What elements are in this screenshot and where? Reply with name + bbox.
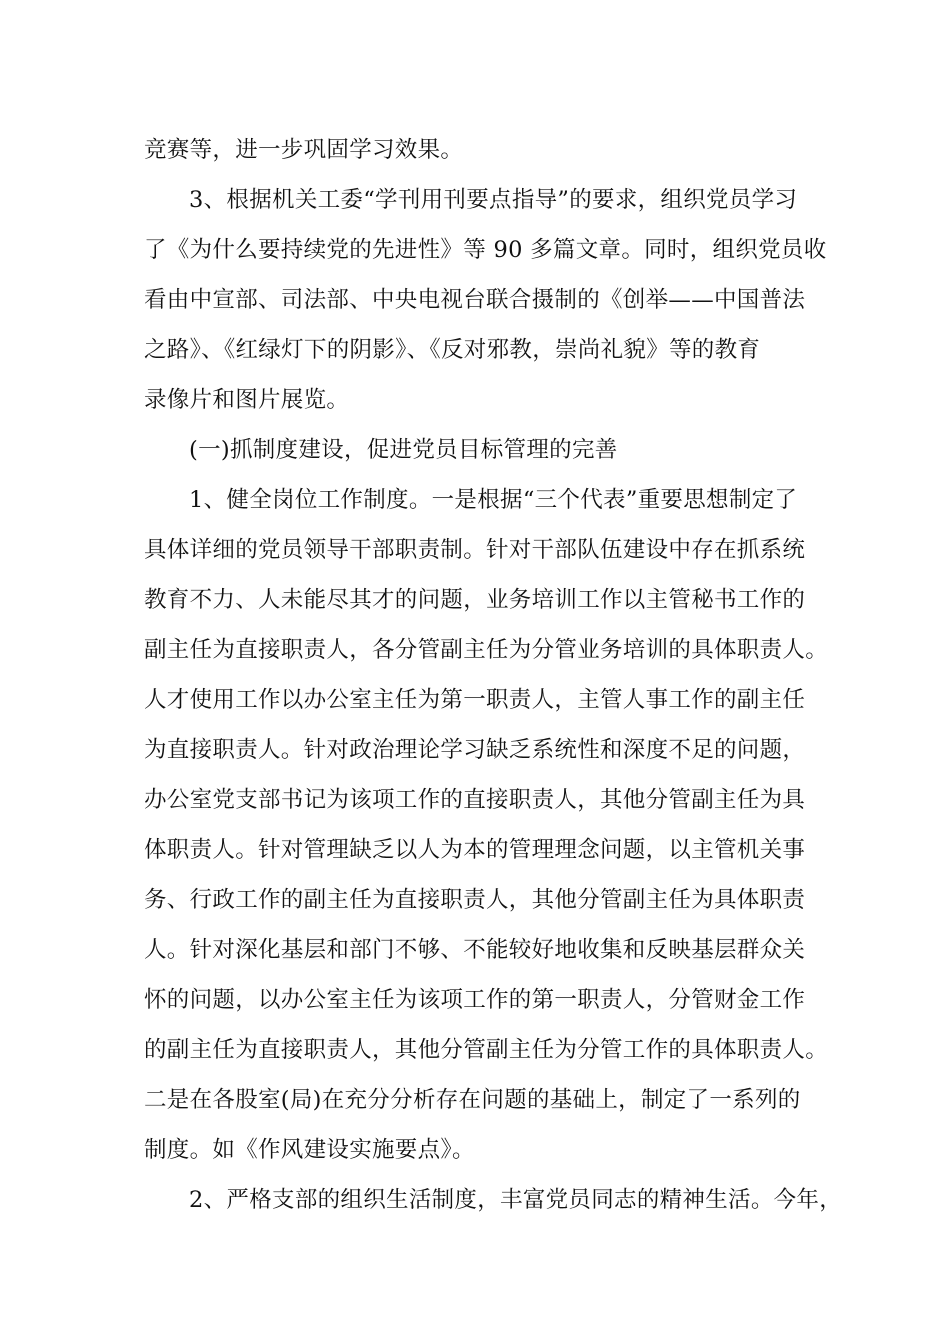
text-line: 制度。如《作风建设实施要点》。 [144, 1137, 475, 1163]
text-line: 了《为什么要持续党的先进性》等 90 多篇文章。同时，组织党员收 [144, 237, 827, 263]
text-line: 体职责人。针对管理缺乏以人为本的管理理念问题，以主管机关事 [144, 837, 806, 863]
text-line: 2、严格支部的组织生活制度，丰富党员同志的精神生活。今年， [189, 1187, 843, 1213]
text-line: 的副主任为直接职责人，其他分管副主任为分管工作的具体职责人。 [144, 1037, 829, 1063]
text-line: 为直接职责人。针对政治理论学习缺乏系统性和深度不足的问题， [144, 737, 806, 763]
text-line: 办公室党支部书记为该项工作的直接职责人，其他分管副主任为具 [144, 787, 806, 813]
text-line: 务、行政工作的副主任为直接职责人，其他分管副主任为具体职责 [144, 887, 806, 913]
text-line: 人。针对深化基层和部门不够、不能较好地收集和反映基层群众关 [144, 937, 806, 963]
section-heading: (一)抓制度建设，促进党员目标管理的完善 [189, 437, 618, 463]
text-line: 之路》、《红绿灯下的阴影》、《反对邪教，崇尚礼貌》等的教育 [144, 337, 761, 363]
text-line: 看由中宣部、司法部、中央电视台联合摄制的《创举——中国普法 [144, 287, 806, 313]
text-line: 录像片和图片展览。 [144, 387, 350, 413]
text-line: 竞赛等，进一步巩固学习效果。 [144, 137, 464, 163]
text-line: 人才使用工作以办公室主任为第一职责人，主管人事工作的副主任 [144, 687, 806, 713]
text-line: 具体详细的党员领导干部职责制。针对干部队伍建设中存在抓系统 [144, 537, 806, 563]
text-line: 二是在各股室(局)在充分分析存在问题的基础上，制定了一系列的 [144, 1087, 801, 1113]
text-line: 3、根据机关工委“学刊用刊要点指导”的要求，组织党员学习 [189, 187, 798, 213]
text-line: 副主任为直接职责人，各分管副主任为分管业务培训的具体职责人。 [144, 637, 829, 663]
text-line: 教育不力、人未能尽其才的问题，业务培训工作以主管秘书工作的 [144, 587, 806, 613]
text-line: 1、健全岗位工作制度。一是根据“三个代表”重要思想制定了 [189, 487, 798, 513]
text-line: 怀的问题，以办公室主任为该项工作的第一职责人，分管财金工作 [144, 987, 806, 1013]
